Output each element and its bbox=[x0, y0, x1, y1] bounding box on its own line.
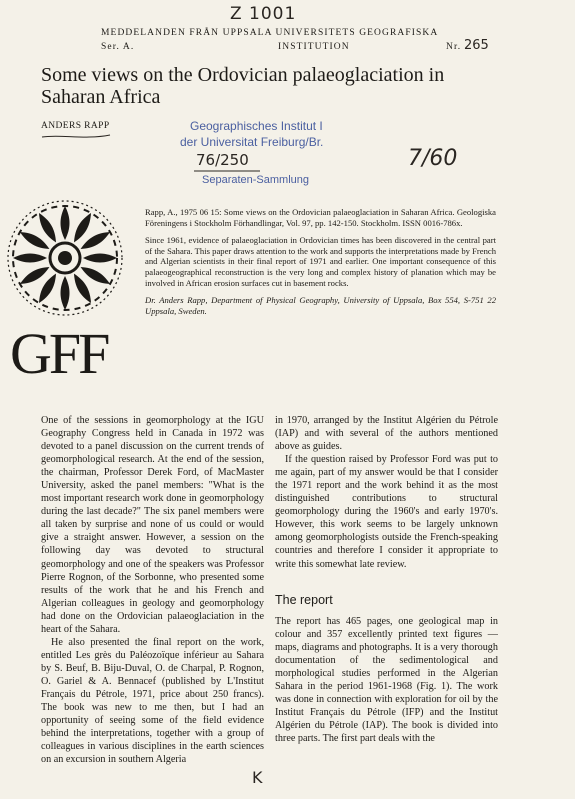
series-header-line: MEDDELANDEN FRÅN UPPSALA UNIVERSITETS GEOGRAFISKA bbox=[101, 28, 439, 38]
issue-number-label: Nr. bbox=[446, 42, 462, 52]
right-paragraph-3: The report has 465 pages, one geological map in colour and 357 excellently printed text figures — maps, diagrams and photographs. It is a very thorough documentation of the sedimentological and morphological studies performed in the Algerian Sahara in the period 1961-1968 (Fig. 1). The work was done in connection with exploration for oil by the Institut Français du Pétrole (IFP) and the Institut Algérien du Pétrole (IAP). The book is divided into three parts. The first part deals with the bbox=[275, 615, 498, 744]
series-label: Ser. A. bbox=[101, 42, 135, 52]
handwritten-bottom-mark: K bbox=[252, 768, 263, 787]
body-left-column bbox=[41, 414, 264, 766]
author-name: ANDERS RAPP bbox=[41, 121, 110, 131]
author-underline bbox=[40, 132, 112, 142]
handwritten-issue-number: 265 bbox=[464, 38, 489, 53]
abstract-summary: Since 1961, evidence of palaeoglaciation in Ordovician times has been discovered in the central part of the Sahara. This paper draws attention to the work and supports the interpretations made by French and Algerian scientists in their final report of 1971 and earlier. One important consequence of this palaeogeographical reconstruction is the very long and complex history of planation which may be involved in African erosion surfaces cut in basement rocks. bbox=[145, 235, 496, 288]
article-title: Some views on the Ordovician palaeoglaciation in Saharan Africa bbox=[41, 64, 445, 108]
right-paragraph-2: If the question raised by Professor Ford was put to me again, part of my answer would be that I consider the 1971 report and the work behind it as the most distinguished contributions to structural geomorphology during the 1960's and early 1970's. However, this work seems to be largely unknown among geomorphologists outside the French-speaking countries and therefore I consider it appropriate to write this somewhat late review. bbox=[275, 454, 498, 570]
society-emblem-icon bbox=[5, 198, 125, 318]
stamp-line-3: Separaten-Sammlung bbox=[202, 174, 310, 186]
gff-logo: GFF bbox=[10, 321, 108, 386]
handwritten-stamp-code: 76/250 bbox=[196, 151, 249, 169]
section-heading-the-report: The report bbox=[275, 592, 333, 607]
stamp-line-1: Geographisches Institut I bbox=[190, 119, 323, 133]
institution-label: INSTITUTION bbox=[278, 42, 350, 52]
handwritten-catalog-number: Z 1001 bbox=[230, 4, 297, 24]
handwritten-side-note: 7/60 bbox=[408, 146, 458, 171]
right-paragraph-1: in 1970, arranged by the Institut Algérien du Pétrole (IAP) and with several of the authors mentioned above as guides. bbox=[275, 415, 498, 453]
left-paragraph-1: One of the sessions in geomorphology at the IGU Geography Congress held in Canada in 1972 was devoted to a panel discussion on the current trends of geomorphological research. At the end of the session, the chairman, Professor Derek Ford, of MacMaster University, asked the panel members: "What is the most important research work done in geomorphology during the last decade?" The six panel members were all taken by surprise and none of us could or would give a straight answer. However, a session on the following day was devoted to structural geomorphology and one of the speakers was Professor Pierre Rognon, of the Sorbonne, who presented some results of the work that he and his French and Algerian colleagues in geology and geomorphology had done on the Ordovician palaeoglaciation in the heart of the Sahara. bbox=[41, 415, 264, 635]
left-paragraph-2: He also presented the final report on the work, entitled Les grès du Paléozoïque inférieur au Sahara by S. Beuf, B. Biju-Duval, O. de Charpal, P. Rognon, O. Gariel & A. Bennacef (published by L'Institut Français du Pétrole, 1971, price about 250 francs). The book was new to me then, but I had an opportunity of seeing some of the field evidence behind the interpretations, together with a group of colleagues in various disciplines in the earth sciences on an excursion in southern Algeria bbox=[41, 636, 264, 766]
citation-text: Rapp, A., 1975 06 15: Some views on the Ordovician palaeoglaciation in Saharan Africa. Geologiska Föreningens i Stockholm Förhandlingar, Vol. 97, pp. 142-150. Stockholm. ISSN 0016-786x. bbox=[145, 207, 496, 228]
author-affiliation: Dr. Anders Rapp, Department of Physical Geography, University of Uppsala, Box 554, S-751 22 Uppsala, Sweden. bbox=[145, 295, 496, 316]
body-right-column bbox=[275, 414, 498, 745]
stamp-line-2: der Universitat Freiburg/Br. bbox=[180, 135, 324, 149]
abstract-block bbox=[145, 207, 496, 323]
